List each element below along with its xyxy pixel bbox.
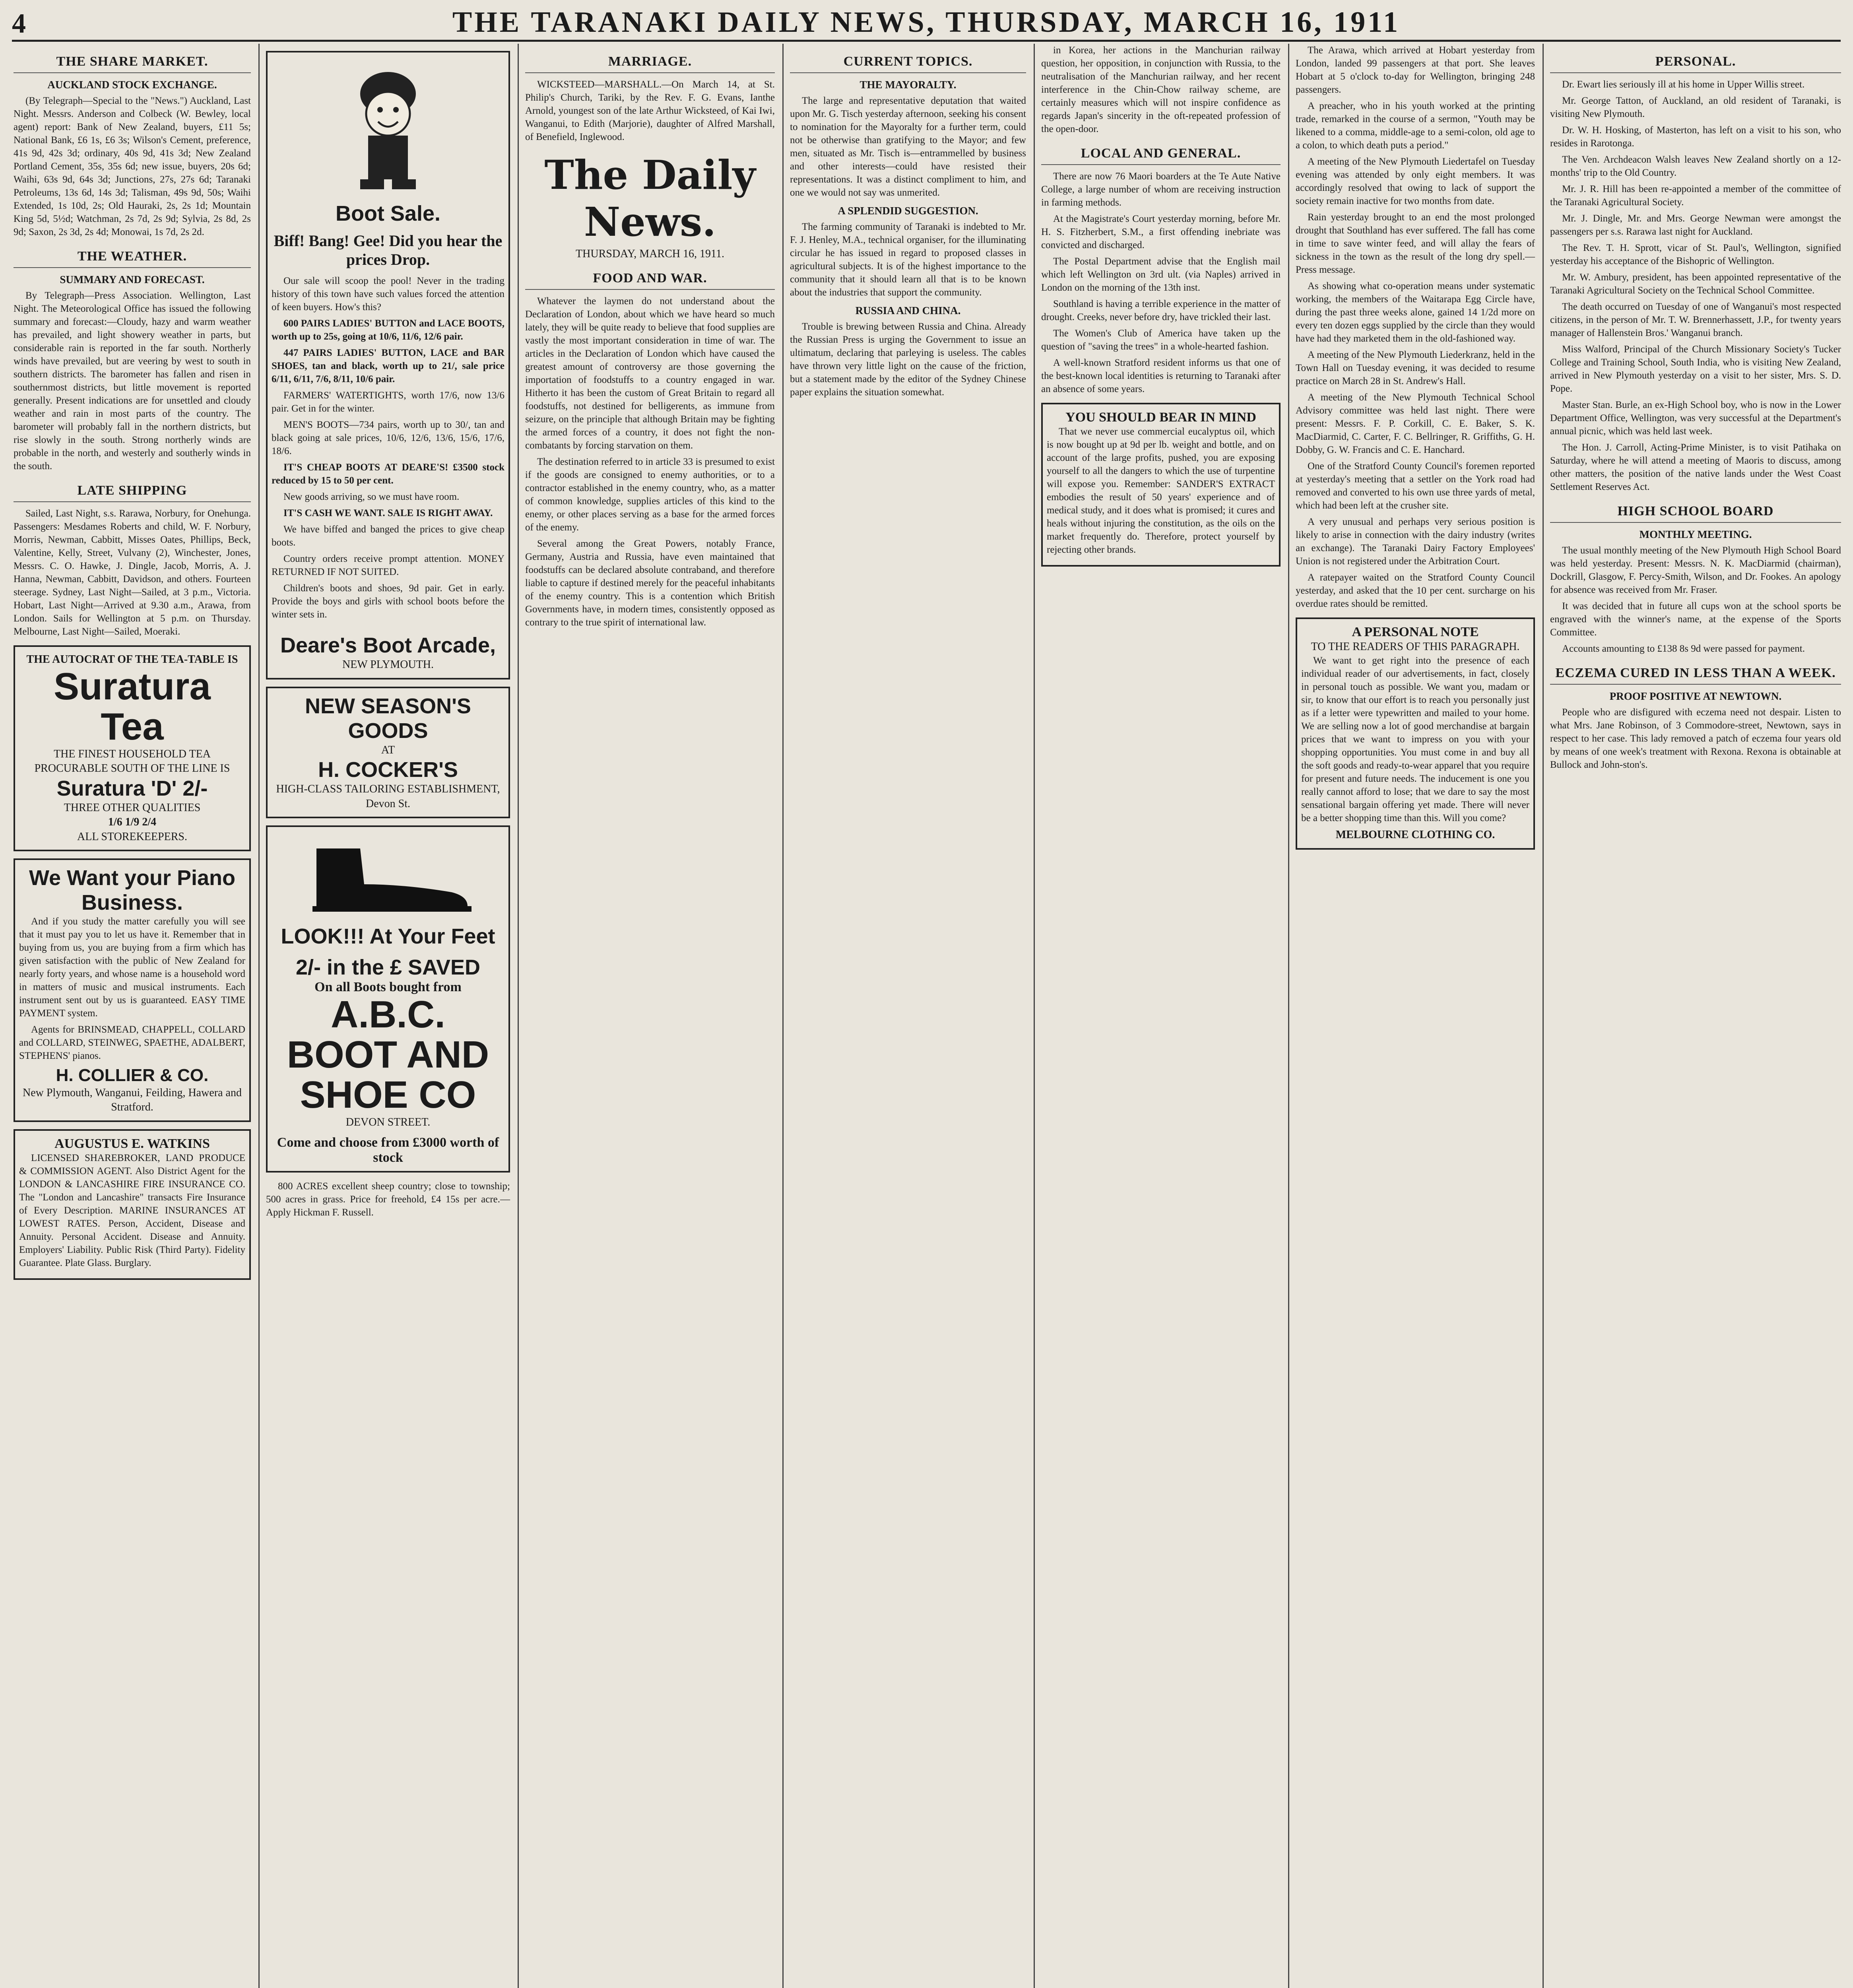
abc-save: 2/- in the £ SAVED bbox=[295, 955, 481, 980]
tea-stores: ALL STOREKEEPERS. bbox=[77, 830, 187, 843]
boot-sale-advertisement bbox=[266, 51, 510, 679]
abc-come: Come and choose from £3000 worth of stock bbox=[277, 1135, 499, 1165]
column-4 bbox=[784, 44, 1032, 1988]
tea-price: Suratura 'D' 2/- bbox=[56, 776, 208, 800]
high-school-board-item: The usual monthly meeting of the New Plymouth High School Board was held yesterday. Present: Messrs. N. K. MacDiarmid (chairman), Dockrill, Glasgow, F. Percy-Smith, Wilson, and Dr. Fookes. An apology for absence was received from Mr. Fraser. bbox=[1550, 545, 1841, 595]
personal-item: The death occurred on Tuesday of one of Wanganui's most respected citizens, in the person of Mr. T. W. Brennerhassett, J.P., for twenty years manager of Hallenstein Bros.' Wanganui branch. bbox=[1550, 301, 1841, 338]
local-general-heading: LOCAL AND GENERAL. bbox=[1041, 146, 1281, 165]
personal-heading: PERSONAL. bbox=[1550, 54, 1841, 73]
cocker-at: AT bbox=[381, 744, 395, 756]
collier-locations: New Plymouth, Wanganui, Feilding, Hawera and Stratford. bbox=[23, 1086, 242, 1114]
abc-on: On all Boots bought from bbox=[314, 980, 462, 995]
boot-item: 447 PAIRS LADIES' BUTTON, LACE and BAR SHOES, tan and black, worth up to 21/, sale price 6/11, 6/11, 7/6, 8/11, 10/6 pair. bbox=[272, 348, 504, 385]
local-item: There are now 76 Maori boarders at the Te Aute Native College, a large number of whom are receiving instruction in farming methods. bbox=[1041, 171, 1281, 208]
column-rule bbox=[258, 44, 260, 1988]
column-3 bbox=[520, 44, 780, 1988]
sander-text: That we never use commercial eucalyptus oil, which is now bought up at 9d per lb. weight and bottle, and on account of the large profits, pushed, you are exposing yourself to all the dangers to which the use of turpentine will expose you. Remember: SANDER'S EXTRACT embodies the result of 50 years' experience and of medical study, and it does what is promised; it cures and heals without injuring the constitution, as the oils on the market frequently do. Therefore, protect yourself by rejecting other brands. bbox=[1047, 426, 1275, 555]
weather-heading: THE WEATHER. bbox=[14, 249, 251, 268]
boot-item: FARMERS' WATERTIGHTS, worth 17/6, now 13/6 pair. Get in for the winter. bbox=[272, 390, 504, 414]
marriage-heading: MARRIAGE. bbox=[525, 54, 775, 73]
personal-note-text: We want to get right into the presence of each individual reader of our advertisements, in fact, closely in personal touch as possible. We want you, madam or sir, to know that our effort is to reach you personally just as if a letter were typewritten and mailed to your home. We are selling now a lot of good merchandise at bargain prices that we want to impress on you with your shopping opportunities. You must come in and buy all the soft goods and ready-to-wear apparel that you require for present and future needs. The inducement is one you really cannot afford to lose; that we dare to say the most sensational bargain offering yet made. There will never be a better shopping time than this. Will you come? bbox=[1301, 655, 1529, 824]
acre-advertisement: 800 ACRES excellent sheep country; close to township; 500 acres in grass. Price for freehold, £4 15s per acre.—Apply Hickman F. Russell. bbox=[266, 1181, 510, 1218]
cocker-advertisement bbox=[266, 687, 510, 818]
food-war-paragraph: The destination referred to in article 33 is presumed to exist if the goods are consigned to enemy authorities, or to a contractor established in the enemy country, who, as a matter of common knowledge, supplies articles of this kind to the enemy, or other places serving as a base for the armed forces of the enemy. bbox=[525, 456, 775, 533]
tea-text: THE FINEST HOUSEHOLD TEA PROCURABLE SOUTH OF THE LINE IS bbox=[34, 747, 230, 775]
abc-name: A.B.C. BOOT AND SHOE CO bbox=[287, 993, 489, 1116]
russia-china-text: Trouble is brewing between Russia and China. Already the Russian Press is urging the Government to issue an ultimatum, declaring that parleying is useless. The cables have thrown very little light on the cause of the friction, but a statement made by the editor of the Sydney Chinese paper explains the situation somewhat. bbox=[790, 321, 1026, 398]
local-item: A meeting of the New Plymouth Technical School Advisory committee was held last night. There were present: Messrs. F. P. Corkill, C. E. Baker, S. K. MacDiarmid, C. Carter, F. C. Bellringer, R. Griffiths, G. H. Dobby, G. W. Francis and C. E. Hanchard. bbox=[1296, 392, 1535, 455]
tea-prices: 1/6 1/9 2/4 bbox=[108, 816, 157, 829]
collier-name: H. COLLIER & CO. bbox=[56, 1066, 209, 1085]
eczema-text: People who are disfigured with eczema need not despair. Listen to what Mrs. Jane Robinson, of 3 Commodore-street, Newtown, says in respect to her case. This lady removed a patch of eczema four years old by means of one week's treatment with Rexona. Rexona is obtainable at Bullock and John-ston's. bbox=[1550, 707, 1841, 770]
cocker-text: HIGH-CLASS TAILORING ESTABLISHMENT, Devon St. bbox=[276, 783, 500, 810]
boot-item: We have biffed and banged the prices to give cheap boots. bbox=[272, 524, 504, 548]
jester-illustration bbox=[336, 66, 440, 193]
share-market-text: (By Telegraph—Special to the "News.") Auckland, Last Night. Messrs. Anderson and Colbeck (W. Bewley, local agent) report: Bank of New Zealand, buyers, £11 5s; National Bank, £6 1s, £6 3s; Wilson's Cement, preference, 41s 9d, 42s 3d; ordinary, 40s 9d, 41s 3d; New Zealand Portland Cement, 35s, 35s 6d; new issue, buyers, 20s 6d; Waihi, 63s 9d, 64s 3d; Junctions, 27s, 27s 6d; Taranaki Petroleums, 13s 6d, 14s 3d; Talisman, 49s 9d, 50s; Waihi Extended, 1s 10d, 2s; Old Hauraki, 2s, 2s 1d; Mountain King 5d, 5½d; Watchman, 2s 7d, 2s 9d; Sylvia, 2s 8d, 2s 9d; Saxon, 2s 3d, 2s 4d; Monowai, 1s 7d, 2s 2d. bbox=[14, 95, 251, 237]
editorial-date: THURSDAY, MARCH 16, 1911. bbox=[576, 248, 724, 260]
paper-nameplate: The Daily News. bbox=[544, 151, 756, 245]
personal-item: Dr. Ewart lies seriously ill at his home in Upper Willis street. bbox=[1562, 79, 1805, 90]
splendid-suggestion-text: The farming community of Taranaki is indebted to Mr. F. J. Henley, M.A., technical organiser, for the illuminating circular he has issued in regard to proposed classes in agricultural subjects. It is of the highest importance to the community that it should learn all that is to be known about the industries that support the community. bbox=[790, 221, 1026, 298]
local-item: The Postal Department advise that the English mail which left Wellington on 3rd ult. (via Naples) arrived in London on the morning of the 13th inst. bbox=[1041, 256, 1281, 293]
abc-look: LOOK!!! At Your Feet bbox=[281, 924, 495, 949]
personal-item: Mr. George Tatton, of Auckland, an old resident of Taranaki, is visiting New Plymouth. bbox=[1550, 95, 1841, 119]
boot-sale-heading: Boot Sale. bbox=[335, 202, 441, 225]
tea-intro: THE AUTOCRAT OF THE TEA-TABLE IS bbox=[26, 653, 238, 666]
food-war-paragraph: Whatever the laymen do not understand about the Declaration of London, about which we have heard so much lately, they will be quite ready to believe that food supplies are vastly the most important consideration in time of war. The articles in the Declaration of London which have caused the greatest amount of controversy are those governing the importation of foodstuffs to a country engaged in war. Hitherto it has been the custom of Great Britain to regard all foodstuffs, not destined for belligerents, as immune from seizure, on the principle that although Britain may be fighting the armed forces of a country, it does not fight the non-combatants by forcing starvation on them. bbox=[525, 296, 775, 451]
mayoralty-heading: THE MAYORALTY. bbox=[860, 79, 957, 91]
column-2 bbox=[260, 44, 516, 1988]
piano-text: And if you study the matter carefully you will see that it must pay you to let us have it. Remember that in buying from us, you are buying from a firm which has given satisfaction with the public of New Zealand for nearly forty years, and whose name is a household word in matters of music and musical instruments. Each instrument sent out by us is guaranteed. EASY TIME PAYMENT system. bbox=[19, 916, 245, 1019]
boot-item: Children's boots and shoes, 9d pair. Get in early. Provide the boys and girls with school boots before the winter sets in. bbox=[272, 583, 504, 620]
marriage-text: WICKSTEED—MARSHALL.—On March 14, at St. Philip's Church, Tariki, by the Rev. F. G. Evans, Ianthe Arnold, youngest son of the late Arthur Wicksteed, of Kai Iwi, Wanganui, to Edith (Marjorie), daughter of Alfred Marshall, of Benefield, Inglewood. bbox=[525, 79, 775, 142]
shipping-text: Sailed, Last Night, s.s. Rarawa, Norbury, for Onehunga. Passengers: Mesdames Roberts and child, W. F. Norbury, Morris, Newman, Cabbitt, Misses Oates, Phillips, Beck, Valentine, Kelly, Street, Vulvany (2), Winchester, Jones, Messrs. C. O. Hawke, J. Dingle, Jacob, Morris, A. J. Hanna, Newman, Cabbitt, Davidson, and others. Fourteen steerage. Sydney, Last Night—Sailed, at 3 p.m., Victoria. Hobart, Last Night—Arrived at 9.30 a.m., Arawa, from London. Sails for Wellington at 5 p.m. on Thursday. Melbourne, Last Night—Sailed, Moeraki. bbox=[14, 508, 251, 637]
newspaper-title: THE TARANAKI DAILY NEWS, THURSDAY, MARCH 16, 1911 bbox=[452, 6, 1401, 39]
personal-item: Miss Walford, Principal of the Church Missionary Society's Tucker College and Training School, South India, who is visiting New Zealand, arrived in New Plymouth yesterday on a visit to her sister, Mrs. S. D. Pope. bbox=[1550, 344, 1841, 394]
boot-item: Country orders receive prompt attention. MONEY RETURNED IF NOT SUITED. bbox=[272, 553, 504, 578]
personal-note-heading: A PERSONAL NOTE bbox=[1352, 625, 1479, 639]
piano-agents: Agents for BRINSMEAD, CHAPPELL, COLLARD and COLLARD, STEINWEG, SPAETHE, ADALBERT, STEPHENS' pianos. bbox=[19, 1024, 245, 1062]
mayoralty-text: The large and representative deputation that waited upon Mr. G. Tisch yesterday afternoon, seeking his consent to nomination for the Mayoralty for a further term, could not be otherwise than gratifying to the Mayor; and few men, situated as Mr. Tisch is—entrammelled by business and other interests—could have resisted their representations. It was a distinct compliment to him, and one we would not say was unmerited. bbox=[790, 95, 1026, 198]
watkins-advertisement bbox=[14, 1129, 251, 1280]
column-rule bbox=[1034, 44, 1035, 1988]
personal-item: Mr. J. R. Hill has been re-appointed a member of the committee of the Taranaki Agricultural Society. bbox=[1550, 184, 1841, 208]
weather-subheading: SUMMARY AND FORECAST. bbox=[60, 274, 205, 285]
eczema-subheading: PROOF POSITIVE AT NEWTOWN. bbox=[1609, 690, 1782, 702]
russia-china-heading: RUSSIA AND CHINA. bbox=[855, 305, 961, 316]
column-1 bbox=[8, 44, 256, 1988]
local-item: A very unusual and perhaps very serious position is likely to arise in connection with the dairy industry (writes an exchange). The Taranaki Dairy Factory Employees' Union is not registered under the Arbitration Court. bbox=[1296, 516, 1535, 567]
local-item: The Women's Club of America have taken up the question of "saving the trees" in a whole-hearted fashion. bbox=[1041, 328, 1281, 352]
deare-location: NEW PLYMOUTH. bbox=[342, 658, 434, 671]
column-6 bbox=[1290, 44, 1541, 1988]
personal-note-signature: MELBOURNE CLOTHING CO. bbox=[1335, 829, 1495, 841]
tea-brand: Suratura Tea bbox=[54, 665, 211, 748]
deare-heading: Deare's Boot Arcade, bbox=[280, 633, 496, 658]
arawa-item: The Arawa, which arrived at Hobart yesterday from London, landed 99 passengers at that port. She leaves Hobart at 5 o'clock to-day for Wellington, bringing 248 passengers. bbox=[1296, 45, 1535, 95]
high-school-board-item: It was decided that in future all cups won at the school sports be engraved with the winner's name, at the expense of the Sports Committee. bbox=[1550, 601, 1841, 638]
local-item: One of the Stratford County Council's foremen reported at yesterday's meeting that a settler on the York road had removed and converted to his own use three yards of metal, which had been left at the crusher site. bbox=[1296, 461, 1535, 511]
local-item: A meeting of the New Plymouth Liederkranz, held in the Town Hall on Tuesday evening, it was decided to resume practice on March 28 in St. Andrew's Hall. bbox=[1296, 349, 1535, 386]
local-item: A meeting of the New Plymouth Liedertafel on Tuesday evening was attended by only eight members. It was accordingly resolved that owing to lack of support the society remain inactive for two months from date. bbox=[1296, 156, 1535, 206]
stock-exchange-subheading: AUCKLAND STOCK EXCHANGE. bbox=[47, 79, 217, 91]
piano-advertisement bbox=[14, 858, 251, 1122]
local-item: As showing what co-operation means under systematic working, the members of the Waitarapa Egg Circle have, during the past three weeks alone, gained 14 1/2d more on every ten dozen eggs supplied by the circle than they would have had they marketed them in the old-fashioned way. bbox=[1296, 281, 1535, 344]
personal-note-subheading: TO THE READERS OF THIS PARAGRAPH. bbox=[1311, 641, 1520, 653]
cocker-name: H. COCKER'S bbox=[318, 758, 458, 782]
boot-sale-text: Our sale will scoop the pool! Never in the trading history of this town have such values forced the attention of keen buyers. How's this? bbox=[272, 276, 504, 313]
column-rule bbox=[1543, 44, 1544, 1988]
watkins-heading: AUGUSTUS E. WATKINS bbox=[54, 1136, 210, 1151]
watkins-text: LICENSED SHAREBROKER, LAND PRODUCE & COMMISSION AGENT. Also District Agent for the LONDON & LANCASHIRE FIRE INSURANCE CO. The "London and Lancashire" transacts Fire Insurance of Every Description. MARINE INSURANCES AT LOWEST RATES. Person, Accident, Disease and Annuity. Personal Accident. Disease and Annuity. Employers' Liability. Public Risk (Third Party). Fidelity Guarantee. Plate Glass. Burglary. bbox=[19, 1152, 245, 1268]
piano-heading: We Want your Piano Business. bbox=[29, 866, 236, 915]
share-market-heading: THE SHARE MARKET. bbox=[14, 54, 251, 73]
local-item: A ratepayer waited on the Stratford County Council yesterday, and asked that the 10 per cent. surcharge on his overdue rates should be remitted. bbox=[1296, 572, 1535, 609]
local-item: Rain yesterday brought to an end the most prolonged drought that Southland has ever suffered. The fall has come in time to save winter feed, and will allay the fears of sickness in the town as the result of the long dry spell.—Press message. bbox=[1296, 212, 1535, 275]
food-war-paragraph: Several among the Great Powers, notably France, Germany, Austria and Russia, have even maintained that foodstuffs can be declared absolute contraband, and therefore liable to capture if destined merely for the peaceful inhabitants of the enemy country. This is a contention which British Governments have, in modern times, consistently opposed as contrary to the true spirit of international law. bbox=[525, 538, 775, 628]
personal-item: Master Stan. Burle, an ex-High School boy, who is now in the Lower Department Office, Wellington, was very successful at the Department's annual picnic, which was held last week. bbox=[1550, 400, 1841, 437]
personal-item: The Hon. J. Carroll, Acting-Prime Minister, is to visit Patihaka on Saturday, where he will attend a meeting of Maoris to discuss, among other matters, the position of the native lands under the West Coast Settlement Reserves Act. bbox=[1550, 442, 1841, 492]
boot-item: 600 PAIRS LADIES' BUTTON and LACE BOOTS, worth up to 25s, going at 10/6, 11/6, 12/6 pair. bbox=[272, 318, 504, 342]
column-rule bbox=[518, 44, 519, 1988]
column-rule bbox=[1288, 44, 1289, 1988]
abc-boot-advertisement bbox=[266, 825, 510, 1173]
tea-advertisement bbox=[14, 645, 251, 851]
food-war-heading: FOOD AND WAR. bbox=[525, 271, 775, 290]
local-item: Southland is having a terrible experience in the matter of drought. Creeks, never before dry, have trickled their last. bbox=[1041, 299, 1281, 322]
shipping-heading: LATE SHIPPING bbox=[14, 483, 251, 502]
cocker-new-season: NEW SEASON'S GOODS bbox=[305, 694, 471, 743]
boot-illustration bbox=[301, 841, 475, 916]
column-7 bbox=[1544, 44, 1847, 1988]
eczema-heading: ECZEMA CURED IN LESS THAN A WEEK. bbox=[1550, 666, 1841, 685]
masthead bbox=[12, 6, 1841, 42]
continued-text: in Korea, her actions in the Manchurian railway question, her opposition, in conjunction with Russia, to the neutralisation of the Manchurian railway, and her recent interference in the Chin-Chow railway scheme, are certainly measures which will not inspire confidence as regards Japan's sincerity in the oft-repeated profession of the open-door. bbox=[1041, 45, 1281, 134]
local-item: At the Magistrate's Court yesterday morning, before Mr. H. S. Fitzherbert, S.M., a first offending inebriate was convicted and discharged. bbox=[1041, 214, 1281, 250]
current-topics-heading: CURRENT TOPICS. bbox=[790, 54, 1026, 73]
page-number: 4 bbox=[12, 8, 26, 39]
boot-sale-tagline: Biff! Bang! Gee! Did you hear the prices Drop. bbox=[274, 232, 503, 269]
high-school-board-item: Accounts amounting to £138 8s 9d were passed for payment. bbox=[1562, 643, 1805, 654]
personal-item: Mr. W. Ambury, president, has been appointed representative of the Taranaki Agricultural Society on the Technical School Committee. bbox=[1550, 272, 1841, 296]
personal-item: The Rev. T. H. Sprott, vicar of St. Paul's, Wellington, signified yesterday his acceptance of the Bishopric of Wellington. bbox=[1550, 243, 1841, 266]
high-school-board-subheading: MONTHLY MEETING. bbox=[1639, 528, 1752, 540]
weather-text: By Telegraph—Press Association. Wellington, Last Night. The Meteorological Office has issued the following summary and forecast:—Cloudy, hazy and warm weather has prevailed, and light showery weather in parts, but considerable rain is reported in the far south. Northerly winds have prevailed, but are veering by west to south in southern districts. The barometer has fallen and risen in southernmost districts, but little movement is reported generally. Present indications are for unsettled and cloudy weather and rain in most parts of the country. The barometer will probably fall in the northern districts, but rise slowly in the south. Strong northerly winds are probable in the north, and westerly and southerly winds in the south. bbox=[14, 290, 251, 472]
personal-item: The Ven. Archdeacon Walsh leaves New Zealand shortly on a 12-months' trip to the Old Country. bbox=[1550, 154, 1841, 178]
personal-note-advertisement bbox=[1296, 617, 1535, 850]
boot-item: New goods arriving, so we must have room. bbox=[283, 491, 460, 503]
boot-item: MEN'S BOOTS—734 pairs, worth up to 30/, tan and black going at sale prices, 10/6, 12/6, 13/6, 15/6, 17/6, 18/6. bbox=[272, 419, 504, 457]
boot-item: IT'S CHEAP BOOTS AT DEARE'S! £3500 stock reduced by 15 to 50 per cent. bbox=[272, 462, 504, 486]
tea-qualities: THREE OTHER QUALITIES bbox=[64, 801, 201, 814]
sander-heading: YOU SHOULD BEAR IN MIND bbox=[1065, 410, 1256, 425]
high-school-board-heading: HIGH SCHOOL BOARD bbox=[1550, 504, 1841, 523]
local-item: A well-known Stratford resident informs us that one of the best-known local identities is returning to Taranaki after an absence of some years. bbox=[1041, 357, 1281, 394]
splendid-suggestion-heading: A SPLENDID SUGGESTION. bbox=[838, 205, 978, 217]
abc-location: DEVON STREET. bbox=[345, 1116, 431, 1128]
column-5 bbox=[1036, 44, 1286, 1988]
personal-item: Dr. W. H. Hosking, of Masterton, has left on a visit to his son, who resides in Rarotonga. bbox=[1550, 125, 1841, 149]
personal-item: Mr. J. Dingle, Mr. and Mrs. George Newman were amongst the passengers per s.s. Rarawa last night for Auckland. bbox=[1550, 213, 1841, 237]
boot-item: IT'S CASH WE WANT. SALE IS RIGHT AWAY. bbox=[283, 508, 493, 519]
local-item: A preacher, who in his youth worked at the printing trade, remarked in the course of a sermon, "Youth may be likened to a comma, middle-age to a semi-colon, old age to a colon, to which death puts a period." bbox=[1296, 101, 1535, 151]
column-rule bbox=[782, 44, 784, 1988]
sander-advertisement bbox=[1041, 403, 1281, 567]
